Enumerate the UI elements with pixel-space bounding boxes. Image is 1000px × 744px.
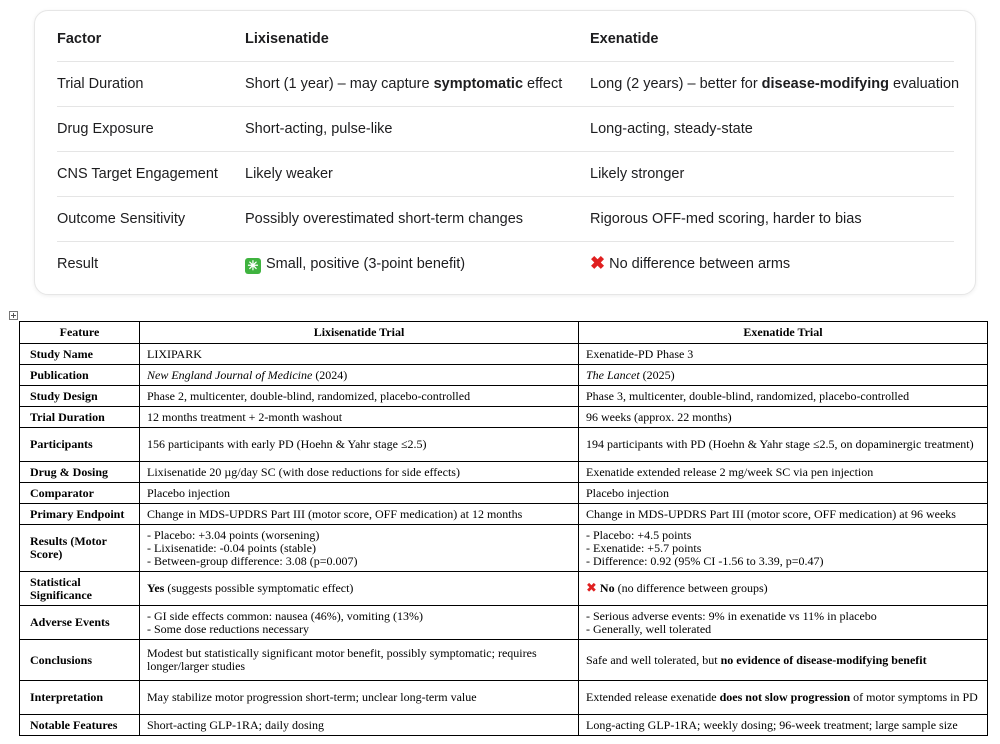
summary-factor: Drug Exposure (57, 121, 154, 137)
table-row (20, 606, 988, 640)
summary-exen: Rigorous OFF-med scoring, harder to bias (590, 211, 862, 227)
lixi-cell: - Placebo: +3.04 points (worsening) - Lixisenatide: -0.04 points (stable) - Between-group difference: 3.08 (p=0.007) (140, 525, 579, 572)
exen-cell: The Lancet (2025) (579, 365, 988, 386)
row-label: Adverse Events (20, 606, 140, 640)
summary-row (57, 62, 960, 107)
summary-lixi: Possibly overestimated short-term changes (245, 211, 524, 227)
exen-cell: Safe and well tolerated, but no evidence of disease-modifying benefit (579, 640, 988, 681)
row-label: Drug & Dosing (20, 462, 140, 483)
row-label: Trial Duration (20, 407, 140, 428)
exen-cell: 194 participants with PD (Hoehn & Yahr stage ≤2.5, on dopaminergic treatment) (579, 428, 988, 462)
header-exenatide-trial: Exenatide Trial (579, 322, 988, 344)
cross-mark-icon: ✖ (590, 253, 606, 273)
table-row (20, 407, 988, 428)
summary-row (57, 107, 954, 152)
summary-header-factor: Factor (57, 31, 102, 47)
table-row (20, 386, 988, 407)
summary-table (57, 17, 960, 286)
lixi-cell: Modest but statistically significant motor benefit, possibly symptomatic; requires longer/larger studies (140, 640, 579, 681)
summary-factor: Result (57, 256, 99, 272)
row-label: Statistical Significance (20, 572, 140, 606)
summary-header-exenatide: Exenatide (590, 31, 659, 47)
table-row (20, 462, 988, 483)
exen-cell: Extended release exenatide does not slow progression of motor symptoms in PD (579, 681, 988, 715)
lixi-cell: LIXIPARK (140, 344, 579, 365)
row-label: Results (Motor Score) (20, 525, 140, 572)
row-label: Study Name (20, 344, 140, 365)
summary-factor: Outcome Sensitivity (57, 211, 186, 227)
table-row (20, 572, 988, 606)
exen-cell: 96 weeks (approx. 22 months) (579, 407, 988, 428)
exen-cell: Exenatide-PD Phase 3 (579, 344, 988, 365)
trials-table (19, 321, 988, 736)
lixi-cell: 156 participants with early PD (Hoehn & Yahr stage ≤2.5) (140, 428, 579, 462)
exen-cell: Long-acting GLP-1RA; weekly dosing; 96-week treatment; large sample size (579, 715, 988, 736)
table-row (20, 504, 988, 525)
lixi-cell: 12 months treatment + 2-month washout (140, 407, 579, 428)
sparkle-check-icon: ✳ (245, 258, 261, 274)
summary-row (57, 242, 954, 286)
summary-exen: Likely stronger (590, 166, 685, 182)
summary-exen: ✖ No difference between arms (590, 253, 791, 273)
table-row (20, 428, 988, 462)
lixi-cell: Lixisenatide 20 µg/day SC (with dose reductions for side effects) (140, 462, 579, 483)
lixi-cell: Placebo injection (140, 483, 579, 504)
summary-lixi: Short (1 year) – may capture symptomatic effect (245, 76, 563, 92)
table-row (20, 483, 988, 504)
lixi-cell: New England Journal of Medicine (2024) (140, 365, 579, 386)
summary-lixi: Likely weaker (245, 166, 333, 182)
lixi-cell: Phase 2, multicenter, double-blind, randomized, placebo-controlled (140, 386, 579, 407)
header-lixisenatide-trial: Lixisenatide Trial (140, 322, 579, 344)
row-label: Primary Endpoint (20, 504, 140, 525)
table-row (20, 365, 988, 386)
table-row (20, 640, 988, 681)
header-feature: Feature (20, 322, 140, 344)
summary-card (34, 10, 976, 295)
exen-cell: - Placebo: +4.5 points - Exenatide: +5.7 points - Difference: 0.92 (95% CI -1.56 to 3.39, p=0.47) (579, 525, 988, 572)
lixi-cell: May stabilize motor progression short-term; unclear long-term value (140, 681, 579, 715)
lixi-cell: Short-acting GLP-1RA; daily dosing (140, 715, 579, 736)
row-label: Study Design (20, 386, 140, 407)
summary-header-row (57, 17, 954, 62)
summary-row (57, 152, 954, 197)
table-row (20, 715, 988, 736)
trials-header-row (20, 322, 988, 344)
row-label: Notable Features (20, 715, 140, 736)
lixi-cell: Yes (suggests possible symptomatic effect) (140, 572, 579, 606)
exen-cell: Change in MDS-UPDRS Part III (motor score, OFF medication) at 96 weeks (579, 504, 988, 525)
exen-cell: Phase 3, multicenter, double-blind, randomized, placebo-controlled (579, 386, 988, 407)
row-label: Comparator (20, 483, 140, 504)
row-label: Interpretation (20, 681, 140, 715)
cross-mark-icon: ✖ (586, 581, 597, 596)
summary-lixi: Short-acting, pulse-like (245, 121, 393, 137)
lixi-cell: Change in MDS-UPDRS Part III (motor score, OFF medication) at 12 months (140, 504, 579, 525)
row-label: Participants (20, 428, 140, 462)
exen-cell: - Serious adverse events: 9% in exenatide vs 11% in placebo - Generally, well tolerated (579, 606, 988, 640)
table-row (20, 525, 988, 572)
lixi-cell: - GI side effects common: nausea (46%), vomiting (13%) - Some dose reductions necessary (140, 606, 579, 640)
row-label: Conclusions (20, 640, 140, 681)
exen-cell: Placebo injection (579, 483, 988, 504)
table-expand-icon[interactable] (9, 311, 18, 320)
exen-cell: ✖ No (no difference between groups) (579, 572, 988, 606)
exen-cell: Exenatide extended release 2 mg/week SC via pen injection (579, 462, 988, 483)
row-label: Publication (20, 365, 140, 386)
table-row (20, 681, 988, 715)
summary-row (57, 197, 954, 242)
summary-exen: Long-acting, steady-state (590, 121, 753, 137)
summary-factor: CNS Target Engagement (57, 166, 218, 182)
summary-exen: Long (2 years) – better for disease-modifying evaluation (590, 76, 960, 92)
summary-factor: Trial Duration (57, 76, 144, 92)
summary-header-lixisenatide: Lixisenatide (245, 31, 329, 47)
summary-lixi: ✳ Small, positive (3-point benefit) (245, 242, 465, 286)
table-row (20, 344, 988, 365)
